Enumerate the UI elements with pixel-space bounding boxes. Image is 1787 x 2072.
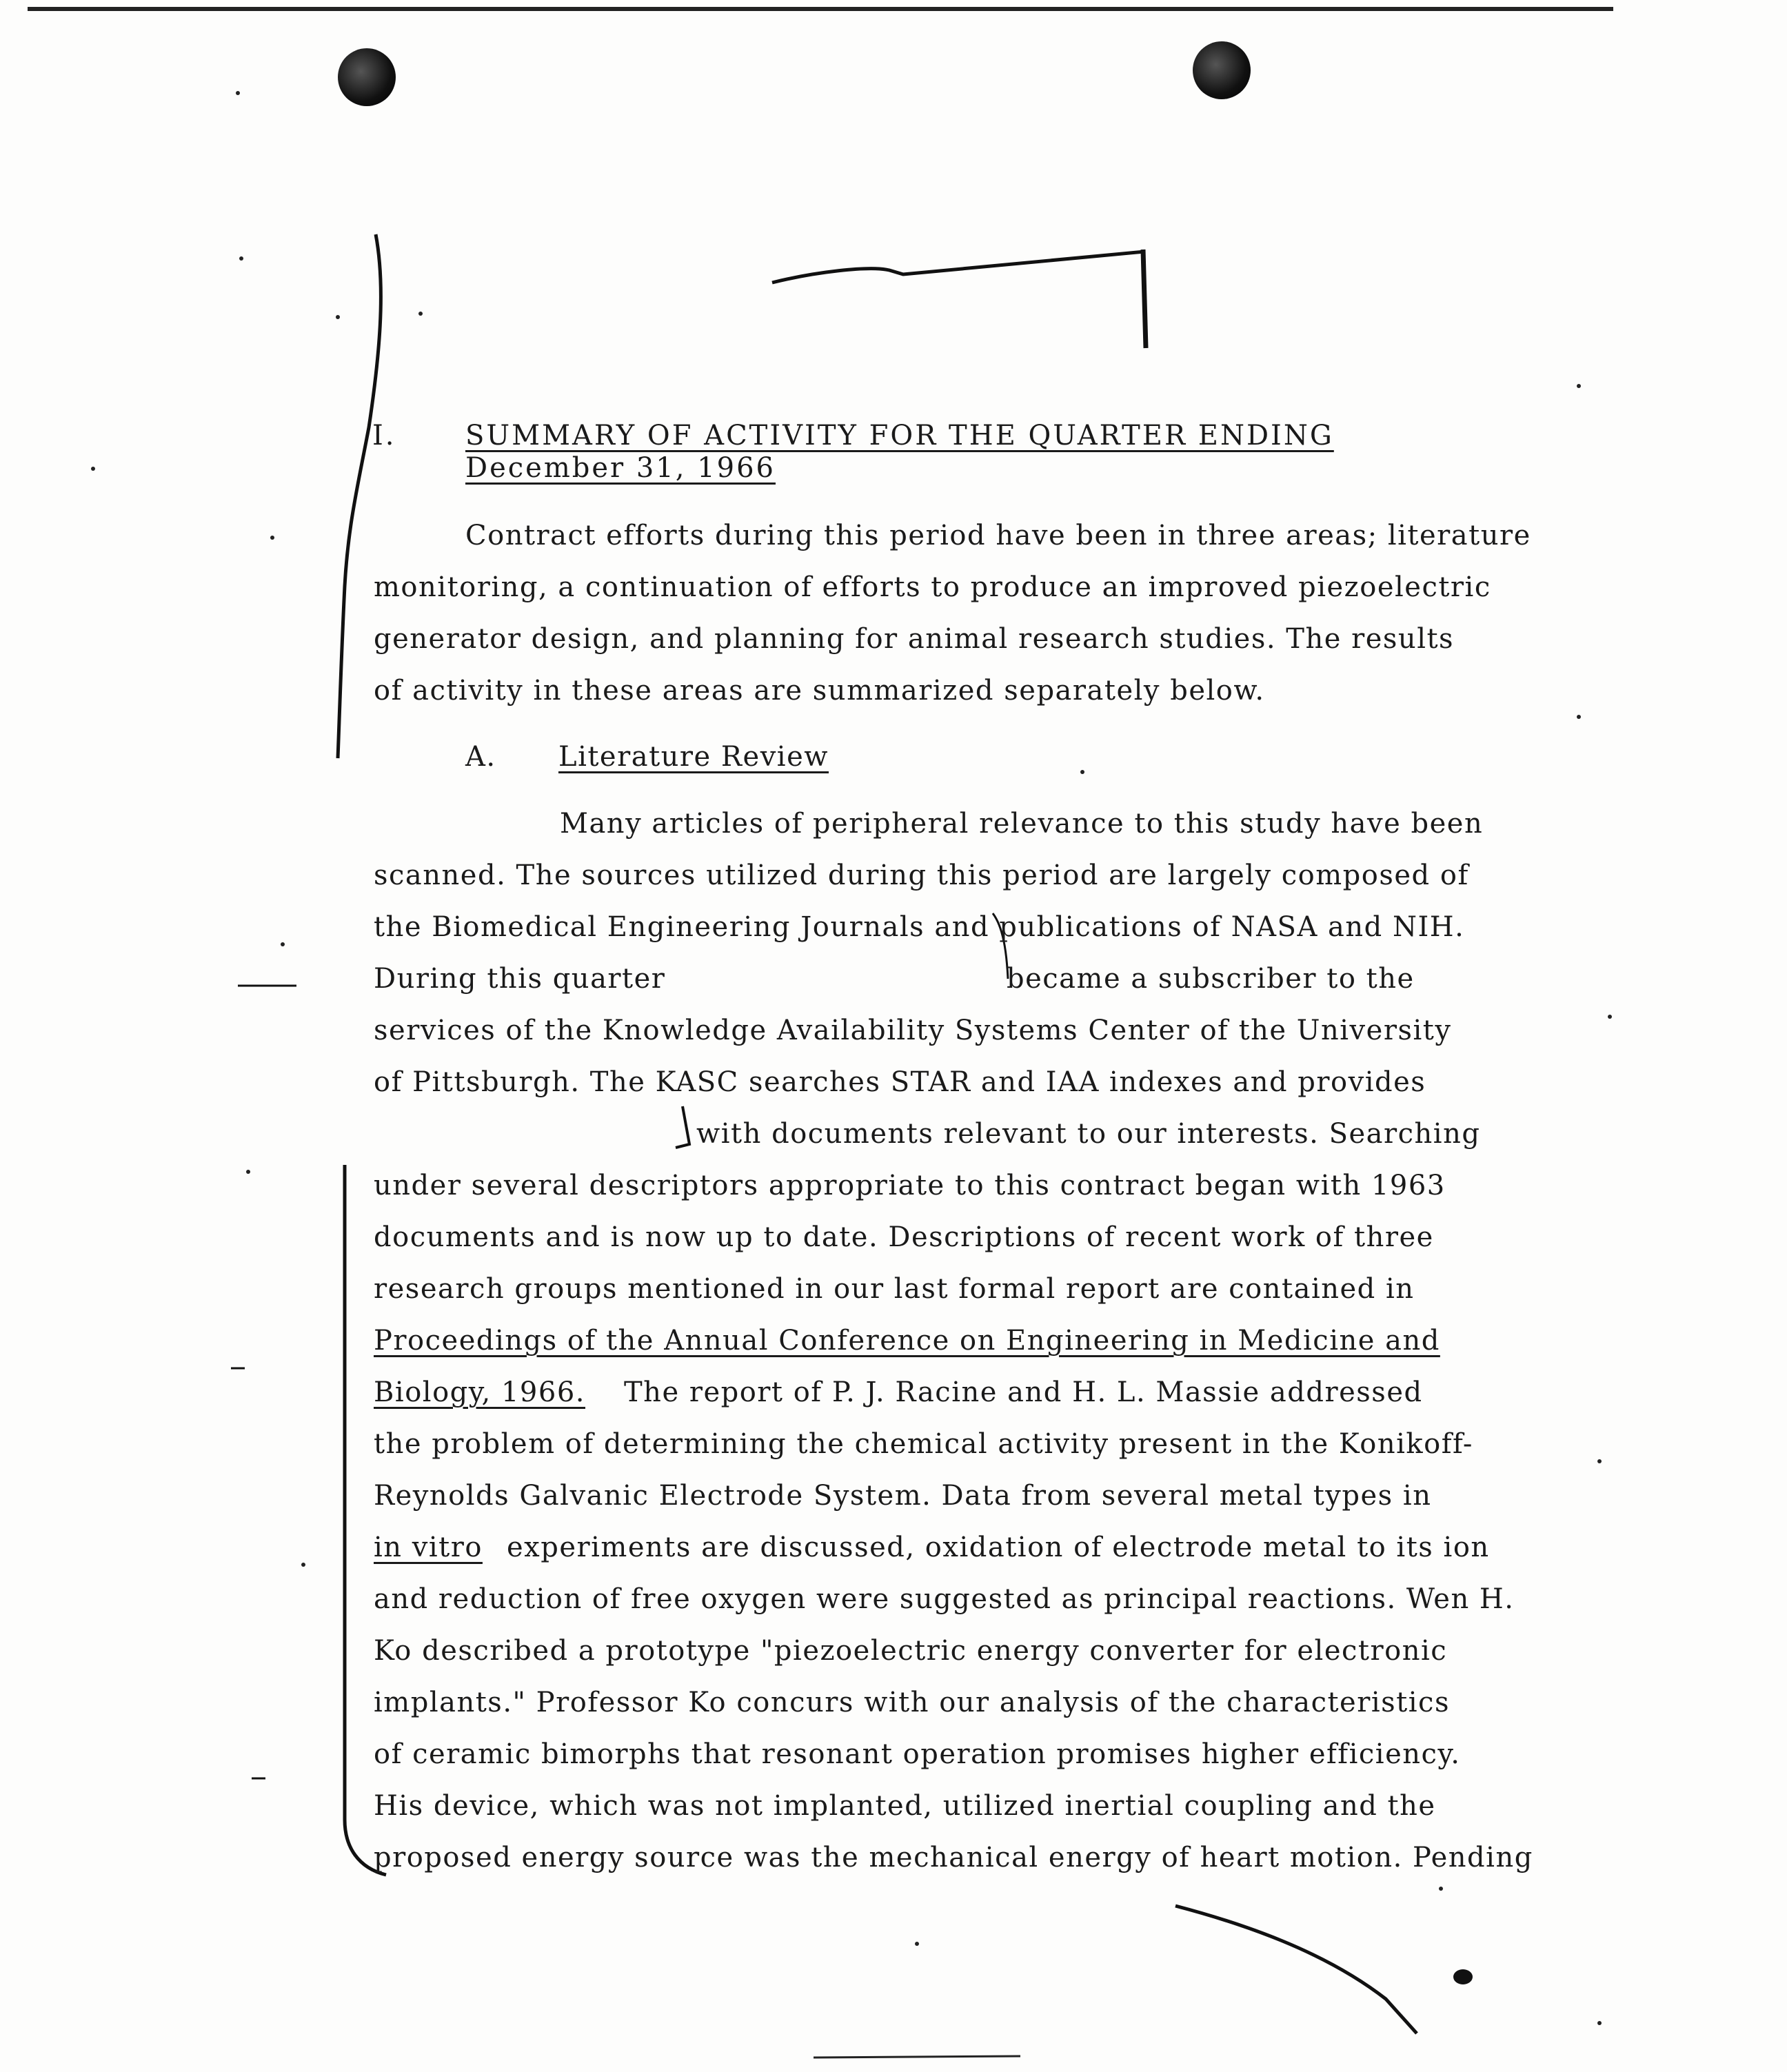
intro-line-3: generator design, and planning for animal research studies. The results (374, 623, 1455, 655)
body-line-12a: Biology, 1966. (374, 1377, 585, 1408)
body-line-12b: The report of P. J. Racine and H. L. Massie addressed (624, 1377, 1423, 1408)
body-line-4a: During this quarter (374, 963, 666, 995)
body-line-1: Many articles of peripheral relevance to this study have been (560, 808, 1484, 840)
body-line-20: His device, which was not implanted, utilized inertial coupling and the (374, 1790, 1436, 1822)
body-line-7: with documents relevant to our interests. Searching (696, 1118, 1481, 1150)
intro-line-4: of activity in these areas are summarized separately below. (374, 675, 1265, 707)
intro-line-2: monitoring, a continuation of efforts to produce an improved piezoelectric (374, 571, 1491, 603)
body-line-3: the Biomedical Engineering Journals and publications of NASA and NIH. (374, 911, 1465, 943)
body-line-17: Ko described a prototype "piezoelectric energy converter for electronic (374, 1635, 1448, 1667)
body-line-13: the problem of determining the chemical activity present in the Konikoff- (374, 1428, 1473, 1460)
body-line-14: Reynolds Galvanic Electrode System. Data from several metal types in (374, 1480, 1432, 1512)
body-line-16: and reduction of free oxygen were suggested as principal reactions. Wen H. (374, 1583, 1515, 1615)
body-line-11: Proceedings of the Annual Conference on Engineering in Medicine and (374, 1325, 1440, 1357)
body-line-2: scanned. The sources utilized during this period are largely composed of (374, 860, 1469, 891)
section-number: I. (372, 420, 396, 451)
subsection-title: Literature Review (558, 741, 829, 773)
body-line-10: research groups mentioned in our last formal report are contained in (374, 1273, 1415, 1305)
body-line-19: of ceramic bimorphs that resonant operation promises higher efficiency. (374, 1738, 1461, 1770)
section-date: December 31, 1966 (465, 452, 776, 484)
body-line-15b: experiments are discussed, oxidation of electrode metal to its ion (507, 1532, 1490, 1563)
body-line-9: documents and is now up to date. Descriptions of recent work of three (374, 1221, 1434, 1253)
body-line-8: under several descriptors appropriate to this contract began with 1963 (374, 1170, 1446, 1201)
body-line-4b: became a subscriber to the (1007, 963, 1415, 995)
body-line-5: services of the Knowledge Availability Systems Center of the University (374, 1015, 1452, 1046)
body-line-21: proposed energy source was the mechanical energy of heart motion. Pending (374, 1842, 1533, 1873)
body-line-18: implants." Professor Ko concurs with our analysis of the characteristics (374, 1687, 1450, 1718)
subsection-letter: A. (465, 741, 496, 773)
body-line-15a: in vitro (374, 1532, 483, 1563)
body-line-6: of Pittsburgh. The KASC searches STAR and IAA indexes and provides (374, 1066, 1426, 1098)
section-title: SUMMARY OF ACTIVITY FOR THE QUARTER ENDING (465, 420, 1334, 451)
intro-line-1: Contract efforts during this period have been in three areas; literature (465, 520, 1531, 551)
